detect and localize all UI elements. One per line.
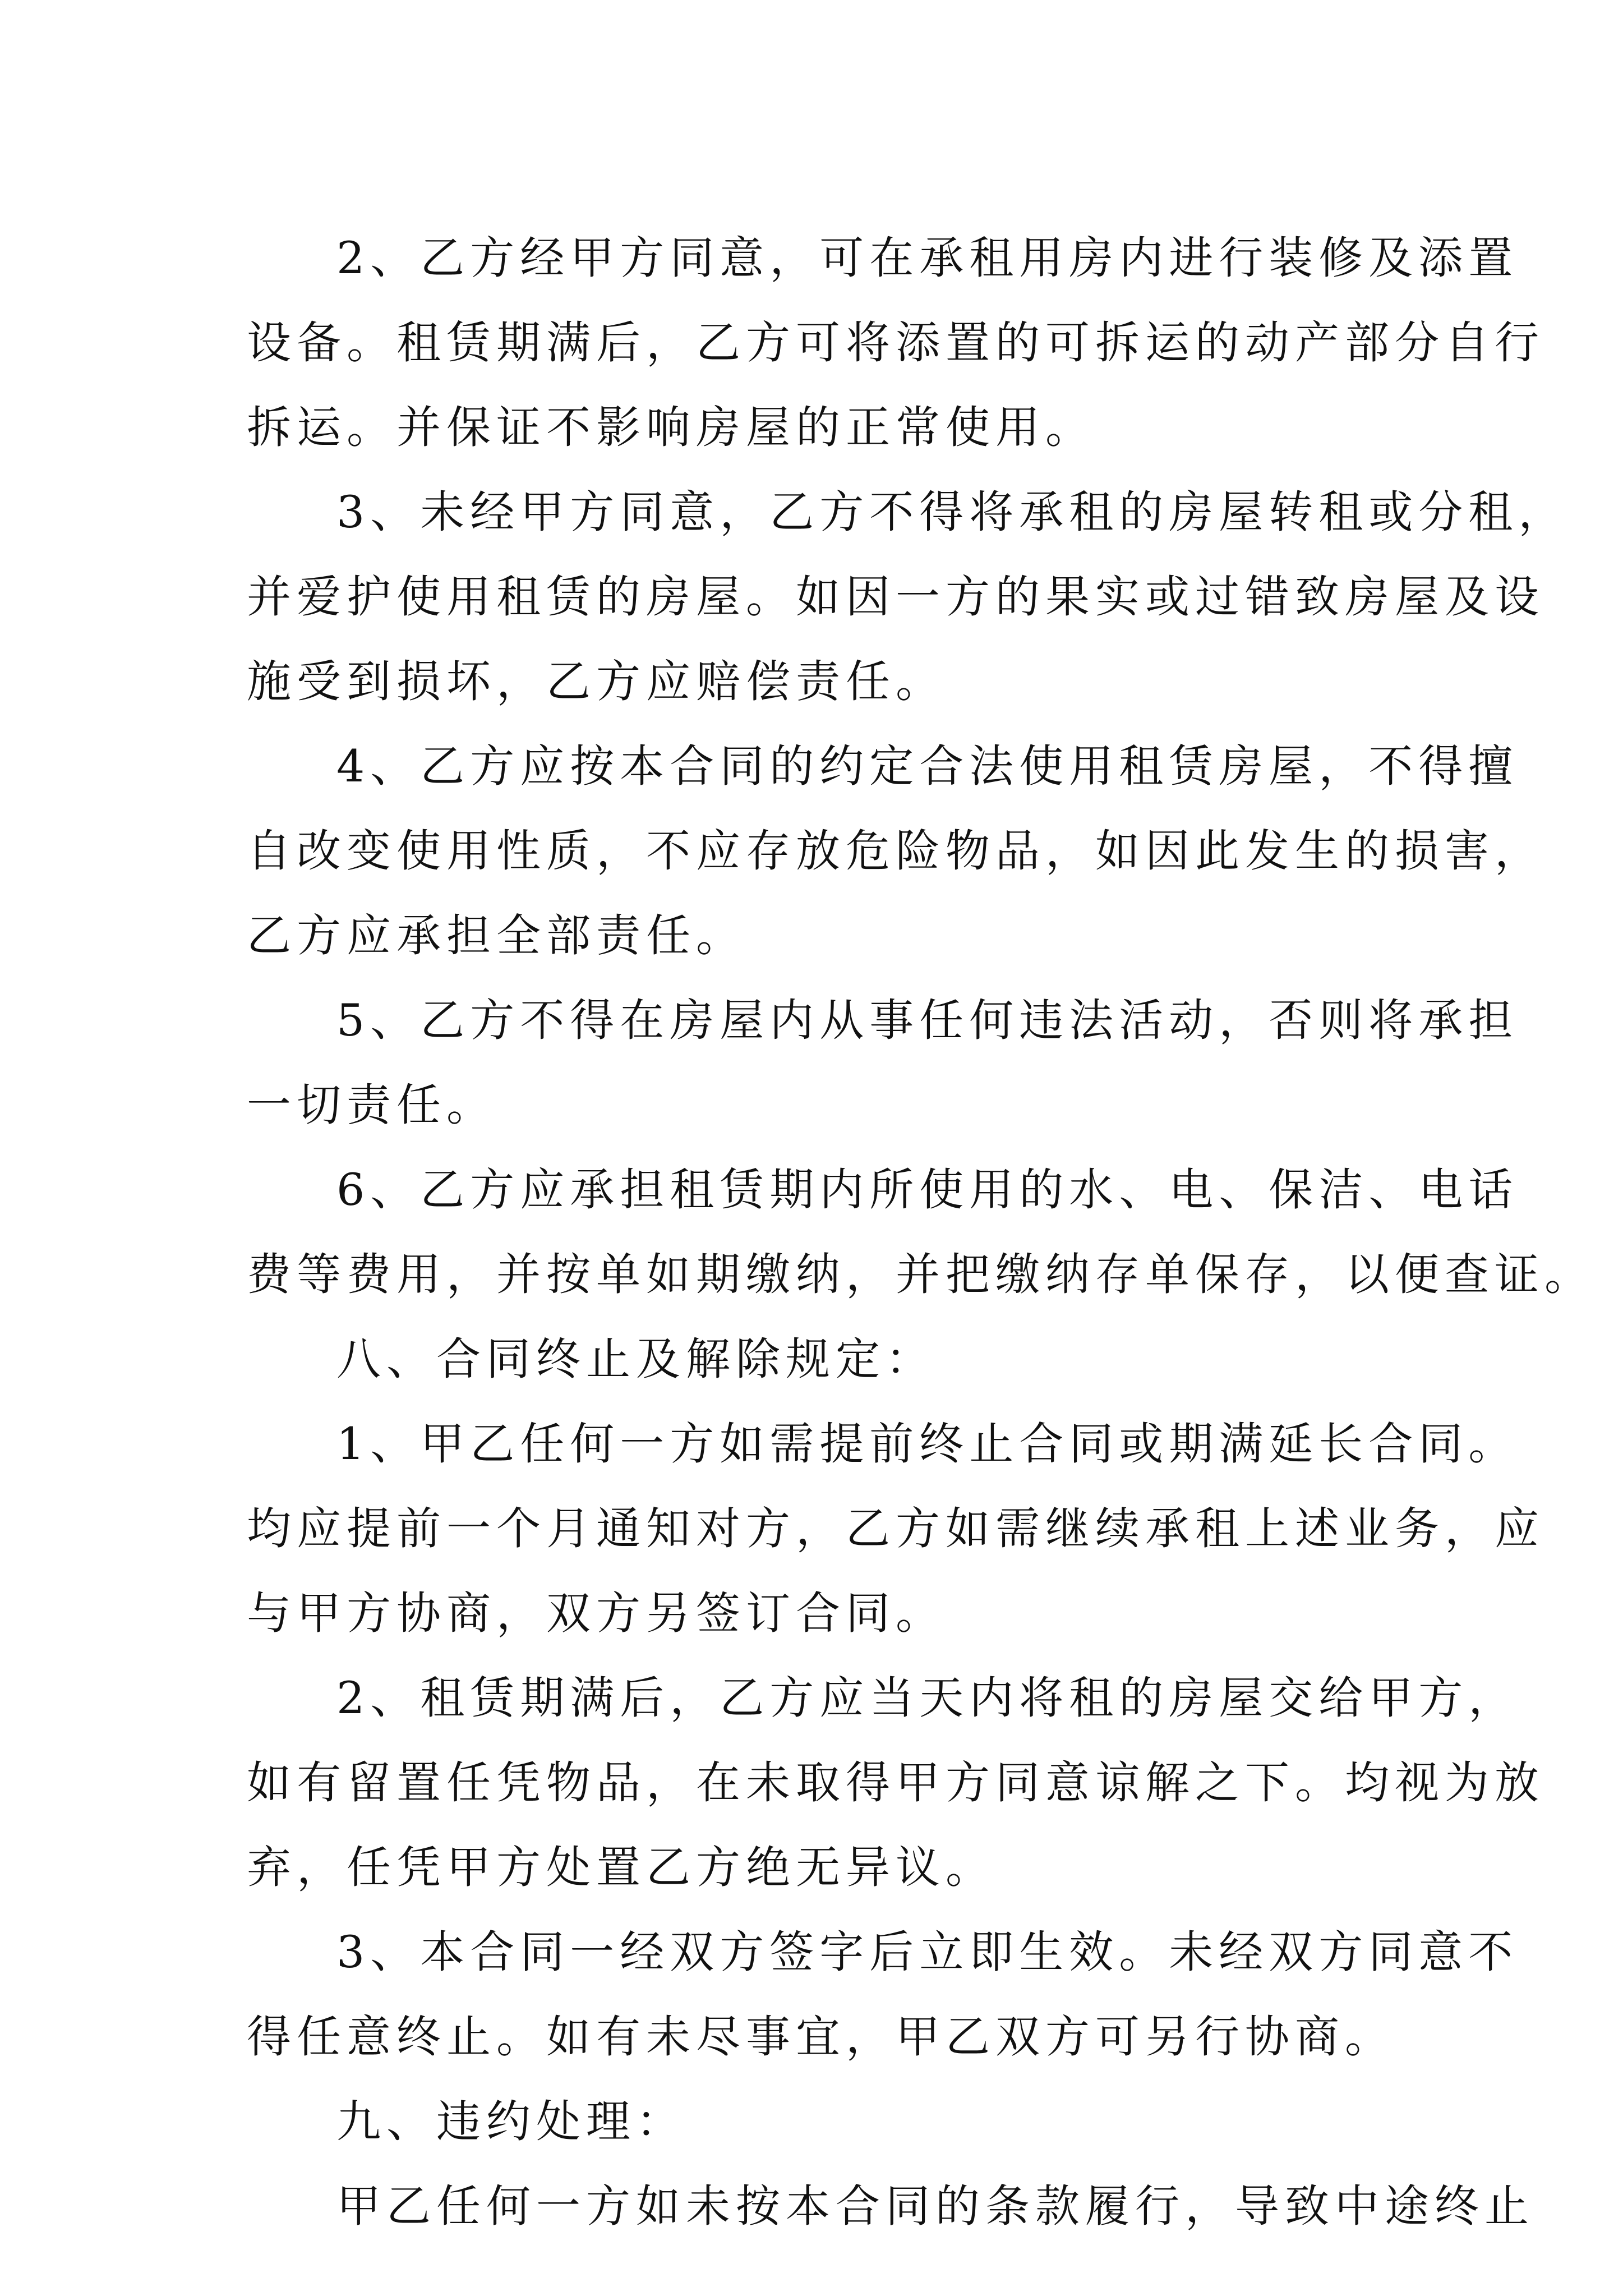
termination-1-line-2: 均应提前一个月通知对方，乙方如需继续承租上述业务，应	[247, 1503, 1544, 1554]
clause-5-line-2: 一切责任。	[247, 1079, 496, 1131]
clause-6-line-1: 6、乙方应承担租赁期内所使用的水、电、保洁、电话	[336, 1164, 1519, 1216]
clause-6-line-2: 费等费用，并按单如期缴纳，并把缴纳存单保存，以便查证。	[247, 1249, 1594, 1300]
clause-4-line-1: 4、乙方应按本合同的约定合法使用租赁房屋，不得擅	[336, 740, 1519, 792]
contract-text	[247, 216, 1594, 2249]
termination-2-line-3: 弃，任凭甲方处置乙方绝无异议。	[247, 1842, 995, 1893]
clause-4-line-2: 自改变使用性质，不应存放危险物品，如因此发生的损害，	[247, 825, 1544, 877]
clause-5-line-1: 5、乙方不得在房屋内从事任何违法活动，否则将承担	[336, 995, 1519, 1046]
termination-3-line-1: 3、本合同一经双方签字后立即生效。未经双方同意不	[336, 1926, 1519, 1978]
clause-3-line-1: 3、未经甲方同意，乙方不得将承租的房屋转租或分租，	[336, 486, 1569, 538]
termination-1-line-1: 1、甲乙任何一方如需提前终止合同或期满延长合同。	[336, 1418, 1519, 1470]
breach-line-1: 甲乙任何一方如未按本合同的条款履行，导致中途终止	[336, 2180, 1534, 2232]
clause-2-line-1: 2、乙方经甲方同意，可在承租用房内进行装修及添置	[336, 232, 1519, 284]
clause-2-line-2: 设备。租赁期满后，乙方可将添置的可拆运的动产部分自行	[247, 317, 1544, 369]
clause-2-line-3: 拆运。并保证不影响房屋的正常使用。	[247, 402, 1095, 453]
termination-3-line-2: 得任意终止。如有未尽事宜，甲乙双方可另行协商。	[247, 2011, 1395, 2063]
section-9-heading: 九、违约处理：	[336, 2096, 686, 2147]
clause-3-line-2: 并爱护使用租赁的房屋。如因一方的果实或过错致房屋及设	[247, 571, 1544, 623]
termination-1-line-3: 与甲方协商，双方另签订合同。	[247, 1588, 946, 1639]
termination-2-line-2: 如有留置任凭物品，在未取得甲方同意谅解之下。均视为放	[247, 1757, 1544, 1809]
termination-2-line-1: 2、租赁期满后，乙方应当天内将租的房屋交给甲方，	[336, 1672, 1519, 1724]
clause-4-line-3: 乙方应承担全部责任。	[247, 910, 746, 961]
section-8-heading: 八、合同终止及解除规定：	[336, 1333, 935, 1385]
clause-3-line-3: 施受到损坏，乙方应赔偿责任。	[247, 656, 946, 707]
